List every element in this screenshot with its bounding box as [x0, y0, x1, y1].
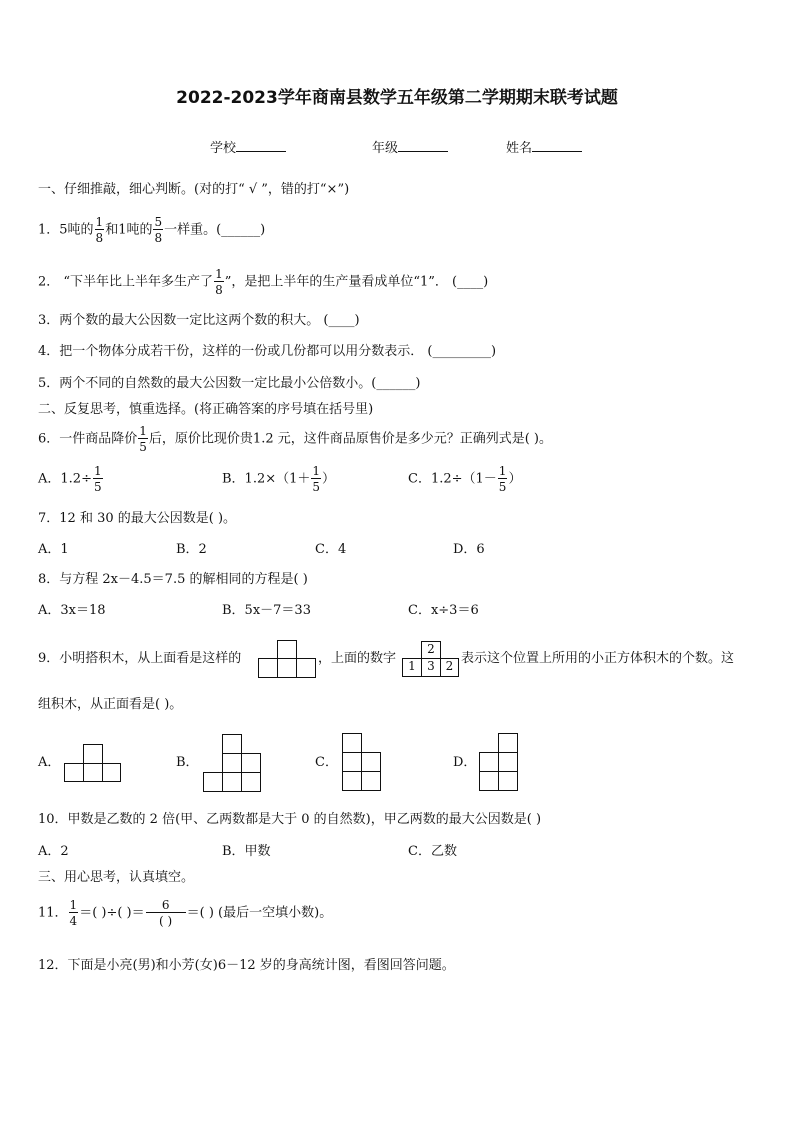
- section-1-heading: 一、仔细推敲，细心判断。(对的打“ √ ”，错的打“×”): [38, 182, 350, 197]
- q9-option-d-label: D．: [453, 755, 477, 770]
- q6-text-b: 后，原价比现价贵1.2 元，这件商品原售价是多少元？正确列式是( )。: [148, 431, 553, 447]
- q2-text-b: ”，是把上半年的生产量看成单位“1”． (____): [224, 274, 489, 290]
- grid-number: 2: [440, 658, 459, 677]
- grade-label: 年级: [372, 141, 399, 156]
- q11-text-a: 11．: [38, 905, 68, 921]
- q6-option-a: [38, 465, 104, 493]
- q7-option-a: A．1: [38, 542, 69, 557]
- fraction: $\frac{1}{5}$: [312, 464, 321, 494]
- question-4: 4．把一个物体分成若干份，这样的一份或几份都可以用分数表示． (_________): [38, 344, 497, 359]
- q11-text-c: ＝( ) (最后一空填小数)。: [186, 905, 333, 921]
- q6-option-c: [408, 465, 521, 493]
- fraction: $\frac{6}{( )}$: [146, 899, 186, 927]
- q9-option-a-figure: [64, 744, 121, 782]
- fraction: $\frac{1}{5}$: [498, 464, 507, 494]
- option-label: C．1.2÷（1－: [408, 471, 497, 487]
- question-5: 5．两个不同的自然数的最大公因数一定比最小公倍数小。(______): [38, 376, 421, 391]
- q8-option-c: C．x÷3＝6: [408, 603, 479, 618]
- q9-option-b-figure: [203, 734, 261, 792]
- fraction: $\frac{1}{8}$: [215, 267, 223, 297]
- question-8: 8．与方程 2x－4.5＝7.5 的解相同的方程是( ): [38, 572, 308, 587]
- q9-text-c: 表示这个位置上所用的小正方体积木的个数。这: [461, 651, 735, 666]
- page-title: 2022-2023学年商南县数学五年级第二学期期末联考试题: [176, 88, 618, 108]
- number-grid-figure: [402, 641, 459, 677]
- grid-number: 1: [402, 658, 422, 677]
- fraction: $\frac{1}{4}$: [69, 898, 78, 928]
- question-2: [38, 268, 488, 296]
- q6-text-a: 6．一件商品降价: [38, 431, 138, 447]
- grid-number: 3: [421, 658, 441, 677]
- q7-option-d: D．6: [453, 542, 485, 557]
- q9-option-c-label: C．: [315, 755, 338, 770]
- q9-text-b: ，上面的数字: [318, 651, 397, 666]
- q8-option-b: B．5x－7＝33: [222, 603, 311, 618]
- question-3: 3．两个数的最大公因数一定比这两个数的积大。 (____): [38, 313, 360, 328]
- q1-text-c: 一样重。(______): [164, 222, 266, 238]
- school-label: 学校: [210, 141, 237, 156]
- q10-option-b: B．甲数: [222, 844, 271, 859]
- q11-text-b: ＝( )÷( )＝: [79, 905, 145, 921]
- fraction: $\frac{1}{5}$: [93, 464, 102, 494]
- grid-number: 2: [421, 641, 441, 659]
- q2-text-a: 2． “下半年比上半年多生产了: [38, 274, 214, 290]
- question-6: [38, 425, 552, 453]
- q7-option-c: C．4: [315, 542, 347, 557]
- q9-option-c-figure: [342, 733, 381, 791]
- q1-text-b: 和1吨的: [105, 222, 153, 238]
- q10-option-c: C．乙数: [408, 844, 457, 859]
- name-field: [506, 142, 582, 155]
- option-paren: ）: [508, 471, 522, 487]
- question-10: 10．甲数是乙数的 2 倍(甲、乙两数都是大于 0 的自然数)，甲乙两数的最大公因数是( ): [38, 812, 542, 827]
- option-label: A．1.2÷: [38, 471, 92, 487]
- question-12: 12．下面是小亮(男)和小芳(女)6－12 岁的身高统计图，看图回答问题。: [38, 958, 455, 973]
- grade-field: [372, 142, 448, 155]
- option-label: B．1.2×（1＋: [222, 471, 311, 487]
- fraction: $\frac{1}{8}$: [95, 215, 104, 245]
- name-label: 姓名: [506, 141, 533, 156]
- q9-option-a-label: A．: [38, 755, 61, 770]
- section-3-heading: 三、用心思考，认真填空。: [38, 870, 195, 885]
- q9-text-d: 组积木，从正面看是( )。: [38, 697, 183, 712]
- q10-option-a: A．2: [38, 844, 69, 859]
- q1-text-a: 1．5吨的: [38, 222, 94, 238]
- top-view-figure: [258, 640, 316, 678]
- school-field: [210, 142, 286, 155]
- question-7: 7．12 和 30 的最大公因数是( )。: [38, 511, 237, 526]
- question-1: [38, 216, 265, 244]
- question-11: [38, 899, 332, 927]
- q9-option-b-label: B．: [176, 755, 199, 770]
- fraction: $\frac{1}{5}$: [139, 424, 147, 454]
- q9-text-a: 9．小明搭积木，从上面看是这样的: [38, 651, 242, 666]
- section-2-heading: 二、反复思考，慎重选择。(将正确答案的序号填在括号里): [38, 402, 374, 417]
- q8-option-a: A．3x＝18: [38, 603, 106, 618]
- option-paren: ）: [322, 471, 336, 487]
- fraction: $\frac{5}{8}$: [154, 215, 163, 245]
- q7-option-b: B．2: [176, 542, 207, 557]
- q9-option-d-figure: [479, 733, 518, 791]
- q6-option-b: [222, 465, 335, 493]
